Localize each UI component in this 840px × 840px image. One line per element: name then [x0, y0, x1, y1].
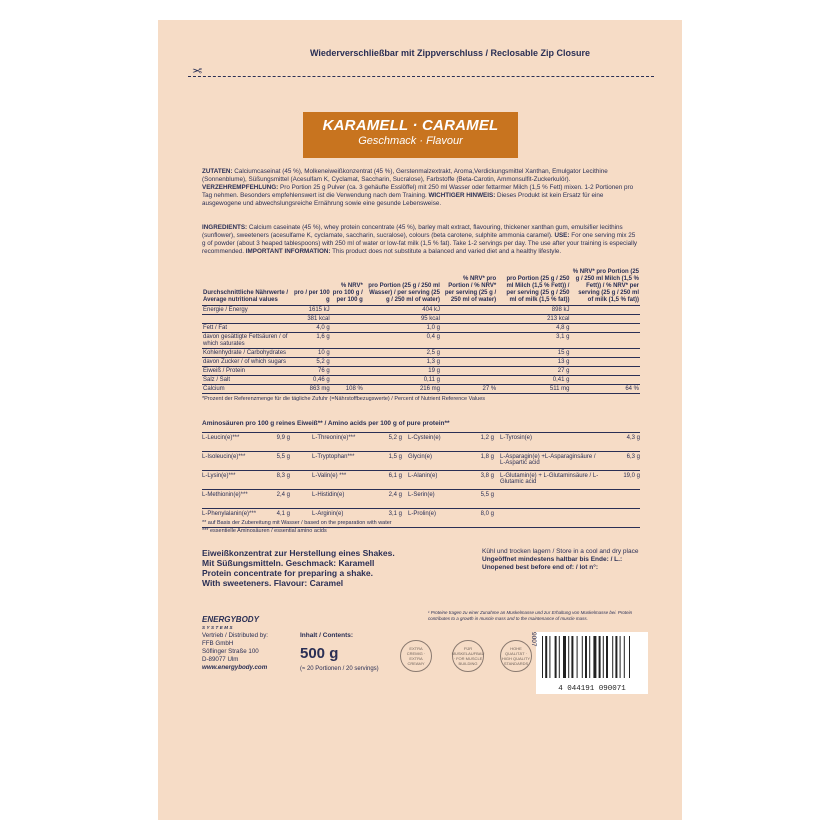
amino-name: L-Histidin(e)	[312, 492, 345, 498]
nutrition-cell: 10 g	[292, 349, 331, 358]
nutrition-cell: 0,4 g	[364, 333, 441, 349]
nutrition-cell	[331, 367, 364, 376]
nutrition-cell	[441, 306, 497, 315]
nutrition-row	[202, 376, 640, 385]
barcode-bar	[589, 636, 590, 678]
barcode-bar	[615, 636, 617, 678]
amino-row	[202, 471, 640, 490]
nutrition-cell: 27 %	[441, 385, 497, 394]
nutrition-cell	[441, 367, 497, 376]
nutrition-cell	[570, 315, 640, 324]
flavour-title: KARAMELL · CARAMEL	[322, 117, 499, 134]
barcode-bar	[620, 636, 621, 678]
nutrition-row	[202, 358, 640, 367]
nutrition-cell: davon Zucker / of which sugars	[202, 358, 292, 367]
nutrition-cell: 3,1 g	[497, 333, 570, 349]
nutrition-cell: 1,0 g	[364, 324, 441, 333]
nutrition-cell	[331, 358, 364, 367]
barcode-bar	[571, 636, 573, 678]
content-label: Inhalt / Contents:	[300, 632, 354, 639]
nutrition-cell	[331, 324, 364, 333]
amino-value: 1,8 g	[480, 454, 494, 460]
barcode-bar	[542, 636, 543, 678]
nutrition-cell: 511 mg	[497, 385, 570, 394]
nutrition-cell: 95 kcal	[364, 315, 441, 324]
barcode-bar	[606, 636, 608, 678]
nutrition-cell: 1615 kJ	[292, 306, 331, 315]
amino-name: L-Prolin(e)	[408, 511, 437, 517]
storage-line: Unopened best before end of: / lot n°:	[482, 564, 598, 571]
amino-name: L-Phenylalanin(e)***	[202, 511, 257, 517]
warning-de-label: WICHTIGER HINWEIS:	[428, 192, 496, 199]
nutrition-cell: 76 g	[292, 367, 331, 376]
nutrition-cell: 216 mg	[364, 385, 441, 394]
amino-name: L-Arginin(e)	[312, 511, 344, 517]
amino-value: 3,1 g	[388, 511, 402, 517]
amino-value: 4,1 g	[276, 511, 290, 517]
ingredients-de	[202, 168, 640, 208]
nutrition-row	[202, 324, 640, 333]
amino-name: L-Cystein(e)	[408, 435, 441, 441]
nutrition-header: % NRV* pro Portion / % NRV* per serving (25 g / 250 ml of water)	[441, 268, 497, 306]
flavour-box	[303, 112, 518, 158]
address-line: D-89077 Ulm	[202, 656, 239, 663]
nutrition-cell	[441, 333, 497, 349]
amino-name: L-Valin(e) ***	[312, 473, 347, 479]
nutrition-cell	[570, 333, 640, 349]
cut-line	[188, 76, 654, 77]
nutrition-cell: 2,5 g	[364, 349, 441, 358]
nutrition-cell: 404 kJ	[364, 306, 441, 315]
amino-name: L-Glutamin(e) + L-Glutaminsäure / L-Glutamic acid	[500, 473, 599, 485]
nutrition-cell: 898 kJ	[497, 306, 570, 315]
amino-value: 8,3 g	[276, 473, 290, 479]
amino-name: Glycin(e)	[408, 454, 433, 460]
amino-value: 5,5 g	[480, 492, 494, 498]
content-weight: 500 g	[300, 645, 339, 662]
nutrition-row	[202, 306, 640, 315]
nutrition-header: pro / per 100 g	[292, 268, 331, 306]
nutrition-cell	[331, 306, 364, 315]
amino-value: 1,2 g	[480, 435, 494, 441]
nutrition-cell	[570, 358, 640, 367]
nutrition-header: % NRV* pro Portion (25 g / 250 ml Milch (1,5 % Fett)) / % NRV* per serving (25 g / 250 ml of milk (1,5 % fat))	[570, 268, 640, 306]
extra-creamy-badge: EXTRA CREMIG · EXTRA CREAMY	[400, 640, 432, 672]
nutrition-cell: 1,3 g	[364, 358, 441, 367]
nutrition-cell	[570, 367, 640, 376]
amino-value: 1,5 g	[388, 454, 402, 460]
ingredients-de-text: Calciumcaseinat (45 %), Molkeneiweißkonzentrat (45 %), Gerstenmalzextrakt, Aroma,Verdickungsmittel Xanthan, Emulgator Lecithine (Sonnenblume), Süßungsmittel (Acesulfam K, Cyclamat, Saccharin, Sucralose), Farbstoffe (Beta-Carotin, Ammonsulfit-Zuckerkulör).	[202, 168, 608, 183]
barcode-bar	[612, 636, 613, 678]
usage-de-label: VERZEHREMPFEHLUNG:	[202, 184, 279, 191]
nutrition-cell: 4,0 g	[292, 324, 331, 333]
nutrition-cell: davon gesättigte Fettsäuren / of which saturates	[202, 333, 292, 349]
nutrition-cell: 108 %	[331, 385, 364, 394]
nutrition-cell: 0,41 g	[497, 376, 570, 385]
nutrition-cell	[570, 324, 640, 333]
barcode-bar	[563, 636, 566, 678]
barcode-bar	[545, 636, 547, 678]
protein-claim: ¹ Proteine tragen zu einer Zunahme an Muskelmasse und zur Erhaltung von Muskelmasse bei. Protein contributes to a growth in muscle mass and to the maintenance of muscle mass.	[428, 610, 633, 621]
nutrition-cell: Kohlenhydrate / Carbohydrates	[202, 349, 292, 358]
nutrition-cell	[441, 376, 497, 385]
flavour-subtitle: Geschmack · Flavour	[358, 135, 463, 147]
barcode-bar	[549, 636, 550, 678]
amino-table	[202, 432, 640, 528]
ingredients-en	[202, 224, 640, 256]
usage-en-text: For one serving mix 25 g of powder (about 3 heaped tablespoons) with 250 ml of water or low-fat milk (1,5 % fat). Take 1-2 servings per day. The use after your training is especially recommended.	[202, 232, 638, 255]
barcode-bar	[555, 636, 557, 678]
amino-name: L-Methionin(e)***	[202, 492, 248, 498]
ingredients-de-label: ZUTATEN:	[202, 168, 233, 175]
nutrition-cell: 13 g	[497, 358, 570, 367]
nutrition-row	[202, 349, 640, 358]
storage-info	[482, 548, 638, 572]
nutrition-header: pro Portion (25 g / 250 ml Milch (1,5 % Fett)) / per serving (25 g / 250 ml of milk (1,5 % fat))	[497, 268, 570, 306]
nutrition-header: % NRV* pro 100 g / per 100 g	[331, 268, 364, 306]
nutrition-cell: 0,46 g	[292, 376, 331, 385]
warning-en-label: IMPORTANT INFORMATION:	[245, 248, 331, 255]
nutrition-cell: Eiweiß / Protein	[202, 367, 292, 376]
amino-row	[202, 432, 640, 452]
barcode-number: 4 044191 090071	[558, 685, 626, 693]
usage-de-text: Pro Portion 25 g Pulver (ca. 3 gehäufte Esslöffel) mit 250 ml Wasser oder fettarmer Milch (1,5 % Fett) mixen. 1-2 Portionen pro Tag nehmen. Besonders empfehlenswert ist die Verwendung nach dem Training.	[202, 184, 634, 199]
content-info	[300, 632, 379, 672]
nutrition-cell: 0,11 g	[364, 376, 441, 385]
amino-name: L-Isoleucin(e)***	[202, 454, 246, 460]
nutrition-footnote: *Prozent der Referenzmenge für die tägliche Zufuhr (=Nährstoffbezugswerte) / Percent of Nutrient Reference Values	[202, 396, 486, 402]
usage-en-label: USE:	[554, 232, 570, 239]
nutrition-cell	[331, 376, 364, 385]
nutrition-cell: 64 %	[570, 385, 640, 394]
package-back-panel	[158, 20, 682, 820]
nutrition-cell	[331, 315, 364, 324]
nutrition-row	[202, 315, 640, 324]
nutrition-cell	[441, 315, 497, 324]
barcode-bar	[577, 636, 578, 678]
zip-closure-text: Wiederverschließbar mit Zippverschluss / Reclosable Zip Closure	[309, 48, 590, 58]
barcode-bar	[582, 636, 583, 678]
nutrition-cell	[331, 333, 364, 349]
nutrition-header: Durchschnittliche Nährwerte / Average nutritional values	[202, 268, 292, 306]
ingredients-en-text: Calcium caseinate (45 %), whey protein concentrate (45 %), barley malt extract, flavouring, thickener xanthan gum, emulsifier lecithins (sunflower), sweeteners (acesulfame K, cyclamate, saccharin, sucralose), colours (beta carotene, sulphite ammonia caramel).	[202, 224, 623, 239]
barcode-bar	[568, 636, 569, 678]
amino-value: 4,3 g	[626, 435, 640, 441]
description-line: With sweeteners. Flavour: Caramel	[202, 578, 344, 588]
lot-number: 9007	[530, 632, 537, 647]
address-line: Söflinger Straße 100	[202, 648, 259, 655]
description-line: Mit Süßungsmitteln. Geschmack: Karamell	[202, 558, 375, 568]
amino-row	[202, 452, 640, 471]
amino-value: 5,5 g	[276, 454, 290, 460]
barcode-bar	[603, 636, 604, 678]
content-servings: (≈ 20 Portionen / 20 servings)	[300, 666, 379, 672]
nutrition-cell: 213 kcal	[497, 315, 570, 324]
amino-name: L-Asparagin(e) +L-Asparaginsäure / L-Aspartic acid	[500, 454, 596, 466]
nutrition-cell: Fett / Fat	[202, 324, 292, 333]
amino-value: 19,0 g	[623, 473, 640, 479]
barcode-bar	[624, 636, 625, 678]
amino-value: 2,4 g	[276, 492, 290, 498]
nutrition-cell	[570, 349, 640, 358]
amino-value: 8,0 g	[480, 511, 494, 517]
warning-en-text: This product does not substitute a balanced and varied diet and a healthy lifestyle.	[332, 248, 562, 255]
scissors-icon: ✂	[192, 64, 203, 78]
amino-name: L-Tyrosin(e)	[500, 435, 533, 441]
barcode-bar	[599, 636, 601, 678]
barcode-bar	[593, 636, 596, 678]
muscle-building-badge: FÜR MUSKELAUFBAU · FOR MUSCLE BUILDING	[452, 640, 484, 672]
nutrition-row	[202, 367, 640, 376]
amino-name: L-Alanin(e)	[408, 473, 438, 479]
barcode-bar	[559, 636, 560, 678]
nutrition-cell: Salz / Salt	[202, 376, 292, 385]
nutrition-cell	[441, 349, 497, 358]
amino-name: L-Threonin(e)***	[312, 435, 356, 441]
amino-note-1: ** auf Basis der Zubereitung mit Wasser / based on the preparation with water	[202, 520, 392, 526]
nutrition-cell: 1,6 g	[292, 333, 331, 349]
distributor-address	[202, 632, 268, 672]
amino-name: L-Serin(e)	[408, 492, 435, 498]
website-link[interactable]: www.energybody.com	[202, 664, 268, 671]
brand-logo	[202, 616, 259, 632]
barcode-bars	[536, 632, 648, 682]
nutrition-header: pro Portion (25 g / 250 ml Wasser) / per serving (25 g / 250 ml of water)	[364, 268, 441, 306]
quality-badge: HOHE QUALITÄT · HIGH QUALITY STANDARDS	[500, 640, 532, 672]
storage-line: Ungeöffnet mindestens haltbar bis Ende: / L.:	[482, 556, 623, 563]
nutrition-row	[202, 385, 640, 394]
amino-note-2: *** essentielle Aminosäuren / essential amino acids	[202, 528, 327, 534]
nutrition-cell: 863 mg	[292, 385, 331, 394]
nutrition-row	[202, 333, 640, 349]
amino-value: 2,4 g	[388, 492, 402, 498]
ingredients-en-label: INGREDIENTS:	[202, 224, 248, 231]
address-line: FFB GmbH	[202, 640, 234, 647]
nutrition-header-row	[202, 268, 640, 306]
nutrition-cell	[202, 315, 292, 324]
description-line: Eiweißkonzentrat zur Herstellung eines Shakes.	[202, 548, 395, 558]
nutrition-cell: 15 g	[497, 349, 570, 358]
nutrition-cell: 381 kcal	[292, 315, 331, 324]
nutrition-cell: Calcium	[202, 385, 292, 394]
amino-name: L-Leucin(e)***	[202, 435, 240, 441]
nutrition-cell: 5,2 g	[292, 358, 331, 367]
amino-value: 3,8 g	[480, 473, 494, 479]
barcode-bar	[629, 636, 630, 678]
nutrition-cell	[570, 376, 640, 385]
nutrition-table	[202, 268, 640, 394]
amino-name: L-Lysin(e)***	[202, 473, 236, 479]
nutrition-cell: 4,8 g	[497, 324, 570, 333]
product-description	[202, 548, 395, 588]
amino-value: 6,3 g	[626, 454, 640, 460]
warning-de-text: Dieses Produkt ist kein Ersatz für eine ausgewogene und abwechslungsreiche Ernährung sowie eine gesunde Lebensweise.	[202, 192, 604, 207]
nutrition-cell	[331, 349, 364, 358]
amino-value: 6,1 g	[388, 473, 402, 479]
nutrition-cell: Energie / Energy	[202, 306, 292, 315]
nutrition-cell: 27 g	[497, 367, 570, 376]
address-line: Vertrieb / Distributed by:	[202, 632, 269, 639]
barcode	[536, 632, 648, 694]
brand-name: ENERGYBODY	[202, 615, 259, 624]
nutrition-cell	[570, 306, 640, 315]
barcode-bar	[585, 636, 587, 678]
description-line: Protein concentrate for preparing a shake.	[202, 568, 373, 578]
nutrition-cell	[441, 358, 497, 367]
amino-title: Aminosäuren pro 100 g reines Eiweiß** / Amino acids per 100 g of pure protein**	[202, 420, 450, 427]
amino-value: 9,9 g	[276, 435, 290, 441]
nutrition-cell	[441, 324, 497, 333]
storage-line: Kühl und trocken lagern / Store in a cool and dry place	[482, 548, 639, 555]
amino-row	[202, 490, 640, 509]
nutrition-cell: 19 g	[364, 367, 441, 376]
amino-value: 5,2 g	[388, 435, 402, 441]
amino-name: L-Tryptophan***	[312, 454, 355, 460]
brand-sub: SYSTEMS	[202, 625, 235, 630]
